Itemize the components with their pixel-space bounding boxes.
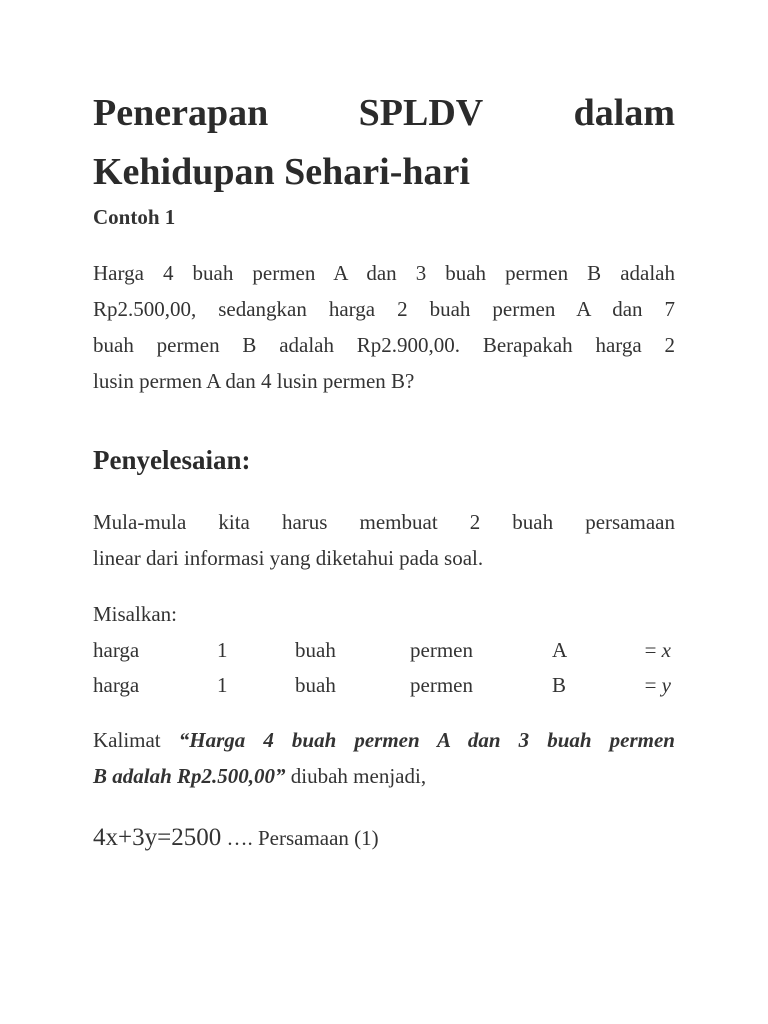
sentence-paragraph [93, 722, 675, 794]
sentence-suffix: diubah menjadi, [285, 764, 427, 788]
sentence-line-2 [93, 758, 675, 794]
title-line-1 [93, 84, 675, 143]
equation-1 [93, 820, 379, 856]
definition-cell: permen [410, 673, 473, 697]
example-label: Contoh 1 [93, 205, 176, 229]
intro-line: Mula-mula kita harus membuat 2 buah persamaan [93, 510, 675, 534]
definition-cell: buah [295, 673, 336, 697]
equals-sign: = [644, 673, 657, 697]
intro-paragraph [93, 504, 675, 576]
page-title [93, 84, 675, 202]
sentence-prefix: Kalimat [93, 728, 161, 752]
definition-cell: B [552, 673, 567, 697]
problem-line: lusin permen A dan 4 lusin permen B? [93, 369, 415, 393]
equation-note: …. Persamaan (1) [221, 826, 379, 850]
definition-cell: 1 [217, 638, 228, 662]
definition-cell: buah [295, 638, 336, 662]
definition-cell: 1 [217, 673, 228, 697]
title-word: SPLDV [358, 92, 484, 134]
equation-expression: 4x+3y=2500 [93, 824, 222, 851]
intro-line: linear dari informasi yang diketahui pada soal. [93, 546, 484, 570]
solution-heading: Penyelesaian: [93, 445, 251, 475]
definition-equals [645, 668, 671, 702]
definition-cell: permen [410, 638, 473, 662]
equals-sign: = [644, 638, 657, 662]
quoted-sentence: “Harga 4 buah permen A dan 3 buah permen [178, 728, 675, 752]
let-label: Misalkan: [93, 602, 177, 626]
sentence-line-1 [93, 722, 675, 758]
variable-x: x [661, 638, 671, 662]
definition-cell: harga [93, 673, 140, 697]
definition-equals [645, 633, 671, 667]
title-line-2: Kehidupan Sehari-hari [93, 151, 470, 193]
problem-line: Rp2.500,00, sedangkan harga 2 buah permen A dan 7 [93, 297, 675, 321]
variable-y: y [661, 673, 671, 697]
title-word: dalam [573, 92, 675, 134]
title-word: Penerapan [93, 92, 269, 134]
definition-row [93, 633, 675, 667]
problem-line: Harga 4 buah permen A dan 3 buah permen B adalah [93, 261, 675, 285]
definition-cell: A [552, 638, 568, 662]
problem-line: buah permen B adalah Rp2.900,00. Berapakah harga 2 [93, 333, 675, 357]
quoted-sentence: B adalah Rp2.500,00” [93, 764, 286, 788]
definition-row [93, 668, 675, 702]
problem-paragraph [93, 255, 675, 399]
definition-cell: harga [93, 638, 140, 662]
